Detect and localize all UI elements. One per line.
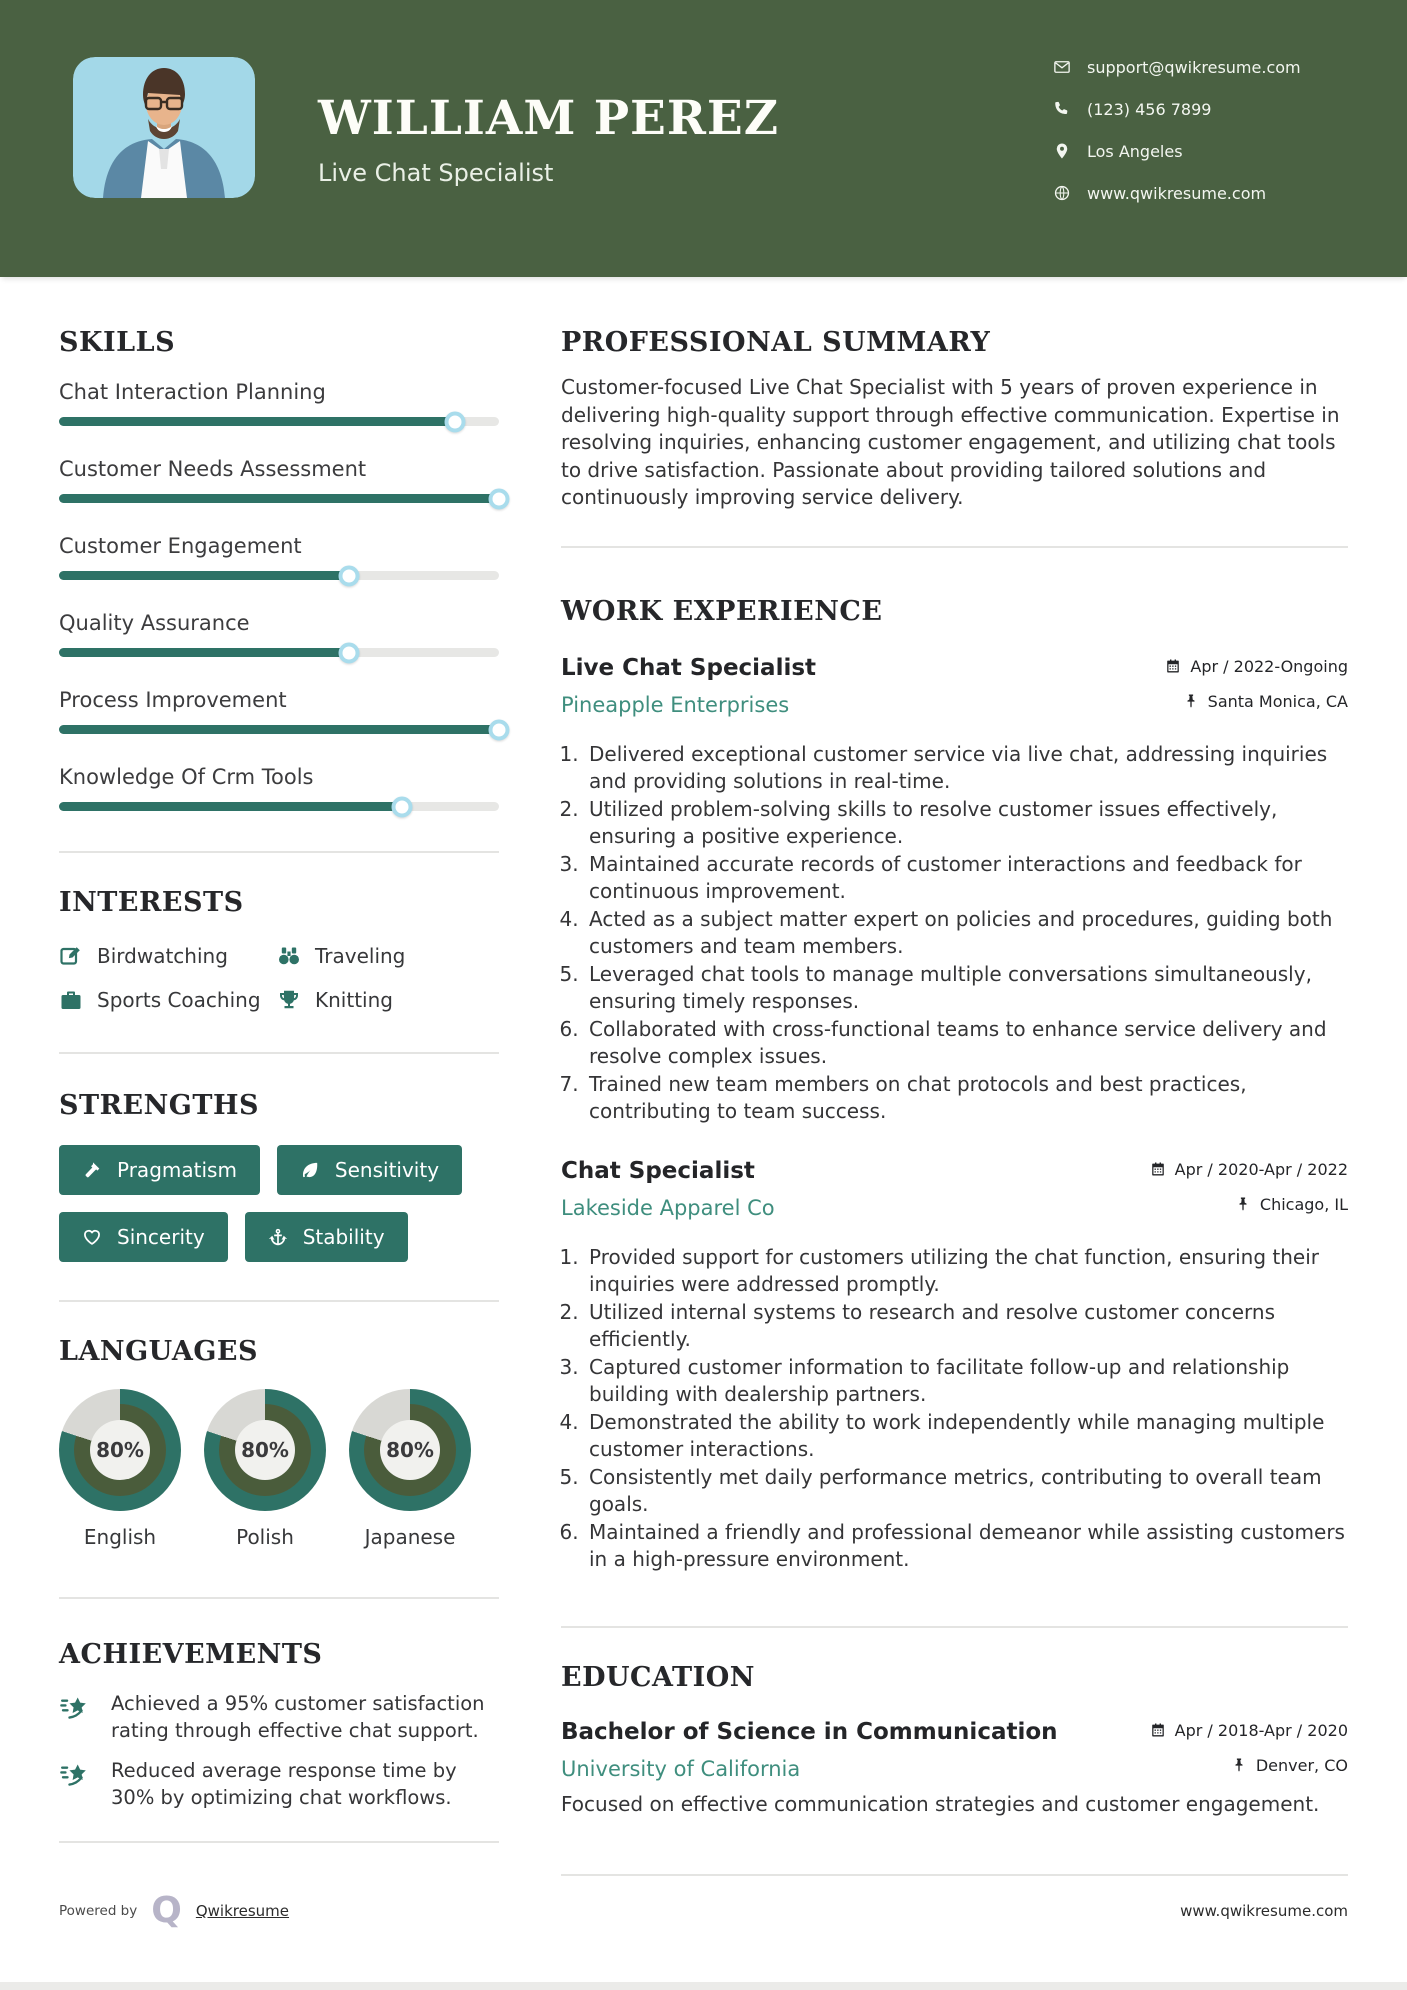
shooting-star-icon xyxy=(59,1759,92,1792)
interest-label: Birdwatching xyxy=(97,944,228,969)
job-location xyxy=(1165,692,1348,711)
education-section xyxy=(561,1662,1348,1819)
skill-label: Customer Engagement xyxy=(59,534,302,559)
skill-bar-knob xyxy=(339,642,360,663)
strength-label: Pragmatism xyxy=(117,1158,237,1183)
education-degree: Bachelor of Science in Communication xyxy=(561,1718,1058,1745)
skill-bar-knob xyxy=(339,565,360,586)
skill-bar xyxy=(59,571,499,580)
skill-bar-fill xyxy=(59,802,402,811)
globe-icon xyxy=(1053,184,1071,202)
contact-phone-text: (123) 456 7899 xyxy=(1087,99,1212,119)
skill-item xyxy=(59,688,499,734)
skill-label: Knowledge Of Crm Tools xyxy=(59,765,314,790)
skill-item xyxy=(59,380,499,426)
section-divider xyxy=(59,1597,499,1599)
skill-bar-knob xyxy=(445,411,466,432)
qwikresume-link[interactable]: Qwikresume xyxy=(195,1902,290,1920)
language-name: Polish xyxy=(236,1525,294,1550)
skill-bar-knob xyxy=(489,488,510,509)
strengths-heading: STRENGTHS xyxy=(59,1090,259,1122)
calendar-icon xyxy=(1150,1722,1166,1738)
job-company: Pineapple Enterprises xyxy=(561,692,790,717)
header-band xyxy=(0,0,1407,277)
languages-section xyxy=(59,1336,499,1549)
achievement-text: Reduced average response time by 30% by optimizing chat workflows. xyxy=(111,1759,457,1810)
job-dates xyxy=(1150,1160,1348,1179)
job-bullet: 4. Acted as a subject matter expert on policies and procedures, guiding both customers and team members. xyxy=(585,906,1348,961)
education-description: Focused on effective communication strategies and customer engagement. xyxy=(561,1791,1320,1816)
pushpin-icon xyxy=(1235,1196,1251,1212)
job-company: Lakeside Apparel Co xyxy=(561,1195,775,1220)
left-column xyxy=(59,327,499,1876)
skill-bar xyxy=(59,417,499,426)
contact-block xyxy=(1053,55,1301,223)
summary-section xyxy=(561,327,1348,512)
binoculars-icon xyxy=(277,944,301,968)
briefcase-icon xyxy=(59,988,83,1012)
section-divider xyxy=(561,1874,1348,1876)
shooting-star-icon xyxy=(59,1692,92,1725)
interest-label: Knitting xyxy=(315,988,393,1013)
strength-badge xyxy=(59,1212,228,1262)
job-bullet: 3. Maintained accurate records of customer interactions and feedback for continuous improvement. xyxy=(585,851,1348,906)
anchor-icon xyxy=(268,1227,288,1247)
job-dates-text: Apr / 2020-Apr / 2022 xyxy=(1174,1159,1348,1179)
skill-bar-fill xyxy=(59,648,349,657)
person-name: WILLIAM PEREZ xyxy=(318,91,780,146)
section-divider xyxy=(561,546,1348,548)
strengths-section xyxy=(59,1090,499,1262)
experience-heading: WORK EXPERIENCE xyxy=(561,595,883,627)
job-bullet: 6. Maintained a friendly and professional demeanor while assisting customers in a high-pressure environment. xyxy=(585,1519,1348,1574)
interest-label: Sports Coaching xyxy=(97,988,261,1013)
strength-label: Sincerity xyxy=(117,1225,205,1250)
calendar-icon xyxy=(1150,1161,1166,1177)
education-location xyxy=(1150,1756,1348,1775)
job-dates xyxy=(1165,657,1348,676)
job-location xyxy=(1150,1195,1348,1214)
education-dates xyxy=(1150,1721,1348,1740)
skill-bar xyxy=(59,725,499,734)
skill-item xyxy=(59,534,499,580)
summary-heading: PROFESSIONAL SUMMARY xyxy=(561,327,991,358)
skill-bar xyxy=(59,494,499,503)
job-bullet-list xyxy=(561,741,1348,1126)
skills-heading: SKILLS xyxy=(59,327,176,358)
pen-square-icon xyxy=(59,944,83,968)
job-location-text: Chicago, IL xyxy=(1259,1194,1348,1214)
language-item xyxy=(349,1389,471,1549)
skill-bar xyxy=(59,648,499,657)
right-column xyxy=(561,327,1348,1876)
job-entry xyxy=(561,1156,1348,1574)
person-role: Live Chat Specialist xyxy=(318,159,554,187)
contact-email xyxy=(1053,55,1301,79)
envelope-icon xyxy=(1053,58,1071,76)
education-heading: EDUCATION xyxy=(561,1661,755,1693)
language-name: Japanese xyxy=(364,1525,456,1550)
job-bullet: 2. Utilized problem-solving skills to resolve customer issues effectively, ensuring a positive experience. xyxy=(585,796,1348,851)
job-title: Chat Specialist xyxy=(561,1157,755,1184)
achievements-section xyxy=(59,1639,499,1811)
skill-item xyxy=(59,765,499,811)
skill-item xyxy=(59,611,499,657)
footer xyxy=(59,1890,1348,1931)
job-bullet: 1. Delivered exceptional customer service via live chat, addressing inquiries and providing solutions in real-time. xyxy=(585,741,1348,796)
trophy-icon xyxy=(277,988,301,1012)
education-location-text: Denver, CO xyxy=(1255,1755,1348,1775)
contact-email-text: support@qwikresume.com xyxy=(1087,57,1301,77)
experience-section xyxy=(561,596,1348,1574)
language-donut-chart xyxy=(59,1389,181,1511)
job-bullet-list xyxy=(561,1244,1348,1574)
footer-site-url: www.qwikresume.com xyxy=(1180,1902,1348,1920)
job-bullet: 5. Leveraged chat tools to manage multiple conversations simultaneously, ensuring timely responses. xyxy=(585,961,1348,1016)
avatar-illustration xyxy=(73,57,255,198)
achievement-item xyxy=(59,1757,499,1811)
job-bullet: 6. Collaborated with cross-functional teams to enhance service delivery and resolve complex issues. xyxy=(585,1016,1348,1071)
avatar xyxy=(73,57,255,198)
interest-item xyxy=(277,944,499,968)
skill-bar-knob xyxy=(392,796,413,817)
education-dates-text: Apr / 2018-Apr / 2020 xyxy=(1174,1720,1348,1740)
language-name: English xyxy=(83,1525,157,1550)
job-bullet: 3. Captured customer information to facilitate follow-up and relationship building with dealership partners. xyxy=(585,1354,1348,1409)
contact-phone xyxy=(1053,97,1301,121)
strength-badge xyxy=(277,1145,462,1195)
skill-bar xyxy=(59,802,499,811)
strength-label: Stability xyxy=(302,1225,385,1250)
job-location-text: Santa Monica, CA xyxy=(1207,691,1348,711)
strength-badge xyxy=(245,1212,408,1262)
job-bullet: 4. Demonstrated the ability to work independently while managing multiple customer interactions. xyxy=(585,1409,1348,1464)
pushpin-icon xyxy=(1231,1757,1247,1773)
summary-text: Customer-focused Live Chat Specialist with 5 years of proven experience in delivering high-quality support through effective communication. Expertise in resolving inquiries, enhancing customer engagement, and utilizing chat tools to drive satisfaction. Passionate about providing tailored solutions and continuously improving service delivery. xyxy=(561,375,1340,510)
achievement-item xyxy=(59,1690,499,1744)
language-item xyxy=(59,1389,181,1549)
interest-item xyxy=(59,944,277,968)
leaf-icon xyxy=(300,1160,320,1180)
interest-item xyxy=(59,988,277,1012)
interests-heading: INTERESTS xyxy=(59,887,244,919)
heart-icon xyxy=(82,1227,102,1247)
languages-heading: LANGUAGES xyxy=(59,1336,258,1368)
pushpin-icon xyxy=(1183,693,1199,709)
skill-bar-fill xyxy=(59,417,455,426)
language-percent: 80% xyxy=(90,1420,150,1480)
main-content xyxy=(0,277,1407,1876)
language-item xyxy=(204,1389,326,1549)
strength-label: Sensitivity xyxy=(334,1158,440,1183)
achievements-heading: ACHIEVEMENTS xyxy=(59,1639,323,1671)
language-donut-chart xyxy=(204,1389,326,1511)
language-donut-chart xyxy=(349,1389,471,1511)
skill-label: Chat Interaction Planning xyxy=(59,380,326,405)
location-pin-icon xyxy=(1053,142,1071,160)
section-divider xyxy=(561,1626,1348,1628)
interest-item xyxy=(277,988,499,1012)
section-divider xyxy=(59,1841,499,1843)
phone-icon xyxy=(1053,100,1071,118)
language-percent: 80% xyxy=(380,1420,440,1480)
education-school: University of California xyxy=(561,1756,801,1781)
powered-by-label: Powered by xyxy=(59,1903,138,1919)
job-bullet: 7. Trained new team members on chat protocols and best practices, contributing to team success. xyxy=(585,1071,1348,1126)
job-bullet: 5. Consistently met daily performance metrics, contributing to overall team goals. xyxy=(585,1464,1348,1519)
skill-bar-fill xyxy=(59,725,499,734)
skills-section xyxy=(59,327,499,811)
job-bullet: 2. Utilized internal systems to research and resolve customer concerns efficiently. xyxy=(585,1299,1348,1354)
qwikresume-logo: Q xyxy=(151,1890,182,1931)
achievement-text: Achieved a 95% customer satisfaction rating through effective chat support. xyxy=(111,1692,485,1743)
skill-bar-fill xyxy=(59,494,499,503)
contact-website-text: www.qwikresume.com xyxy=(1087,183,1267,203)
page-bottom-strip xyxy=(0,1982,1407,1990)
job-entry xyxy=(561,653,1348,1126)
job-bullet: 1. Provided support for customers utilizing the chat function, ensuring their inquiries were addressed promptly. xyxy=(585,1244,1348,1299)
job-title: Live Chat Specialist xyxy=(561,654,817,681)
skill-label: Quality Assurance xyxy=(59,611,250,636)
skill-label: Customer Needs Assessment xyxy=(59,457,367,482)
language-percent: 80% xyxy=(235,1420,295,1480)
skill-bar-fill xyxy=(59,571,349,580)
section-divider xyxy=(59,851,499,853)
calendar-icon xyxy=(1165,658,1181,674)
strength-badge xyxy=(59,1145,260,1195)
skill-bar-knob xyxy=(489,719,510,740)
section-divider xyxy=(59,1052,499,1054)
section-divider xyxy=(59,1300,499,1302)
job-dates-text: Apr / 2022-Ongoing xyxy=(1190,656,1348,676)
skill-item xyxy=(59,457,499,503)
interest-label: Traveling xyxy=(315,944,406,969)
hammer-icon xyxy=(82,1160,102,1180)
contact-location xyxy=(1053,139,1301,163)
skill-label: Process Improvement xyxy=(59,688,287,713)
contact-location-text: Los Angeles xyxy=(1087,141,1183,161)
contact-website xyxy=(1053,181,1301,205)
interests-section xyxy=(59,887,499,1012)
